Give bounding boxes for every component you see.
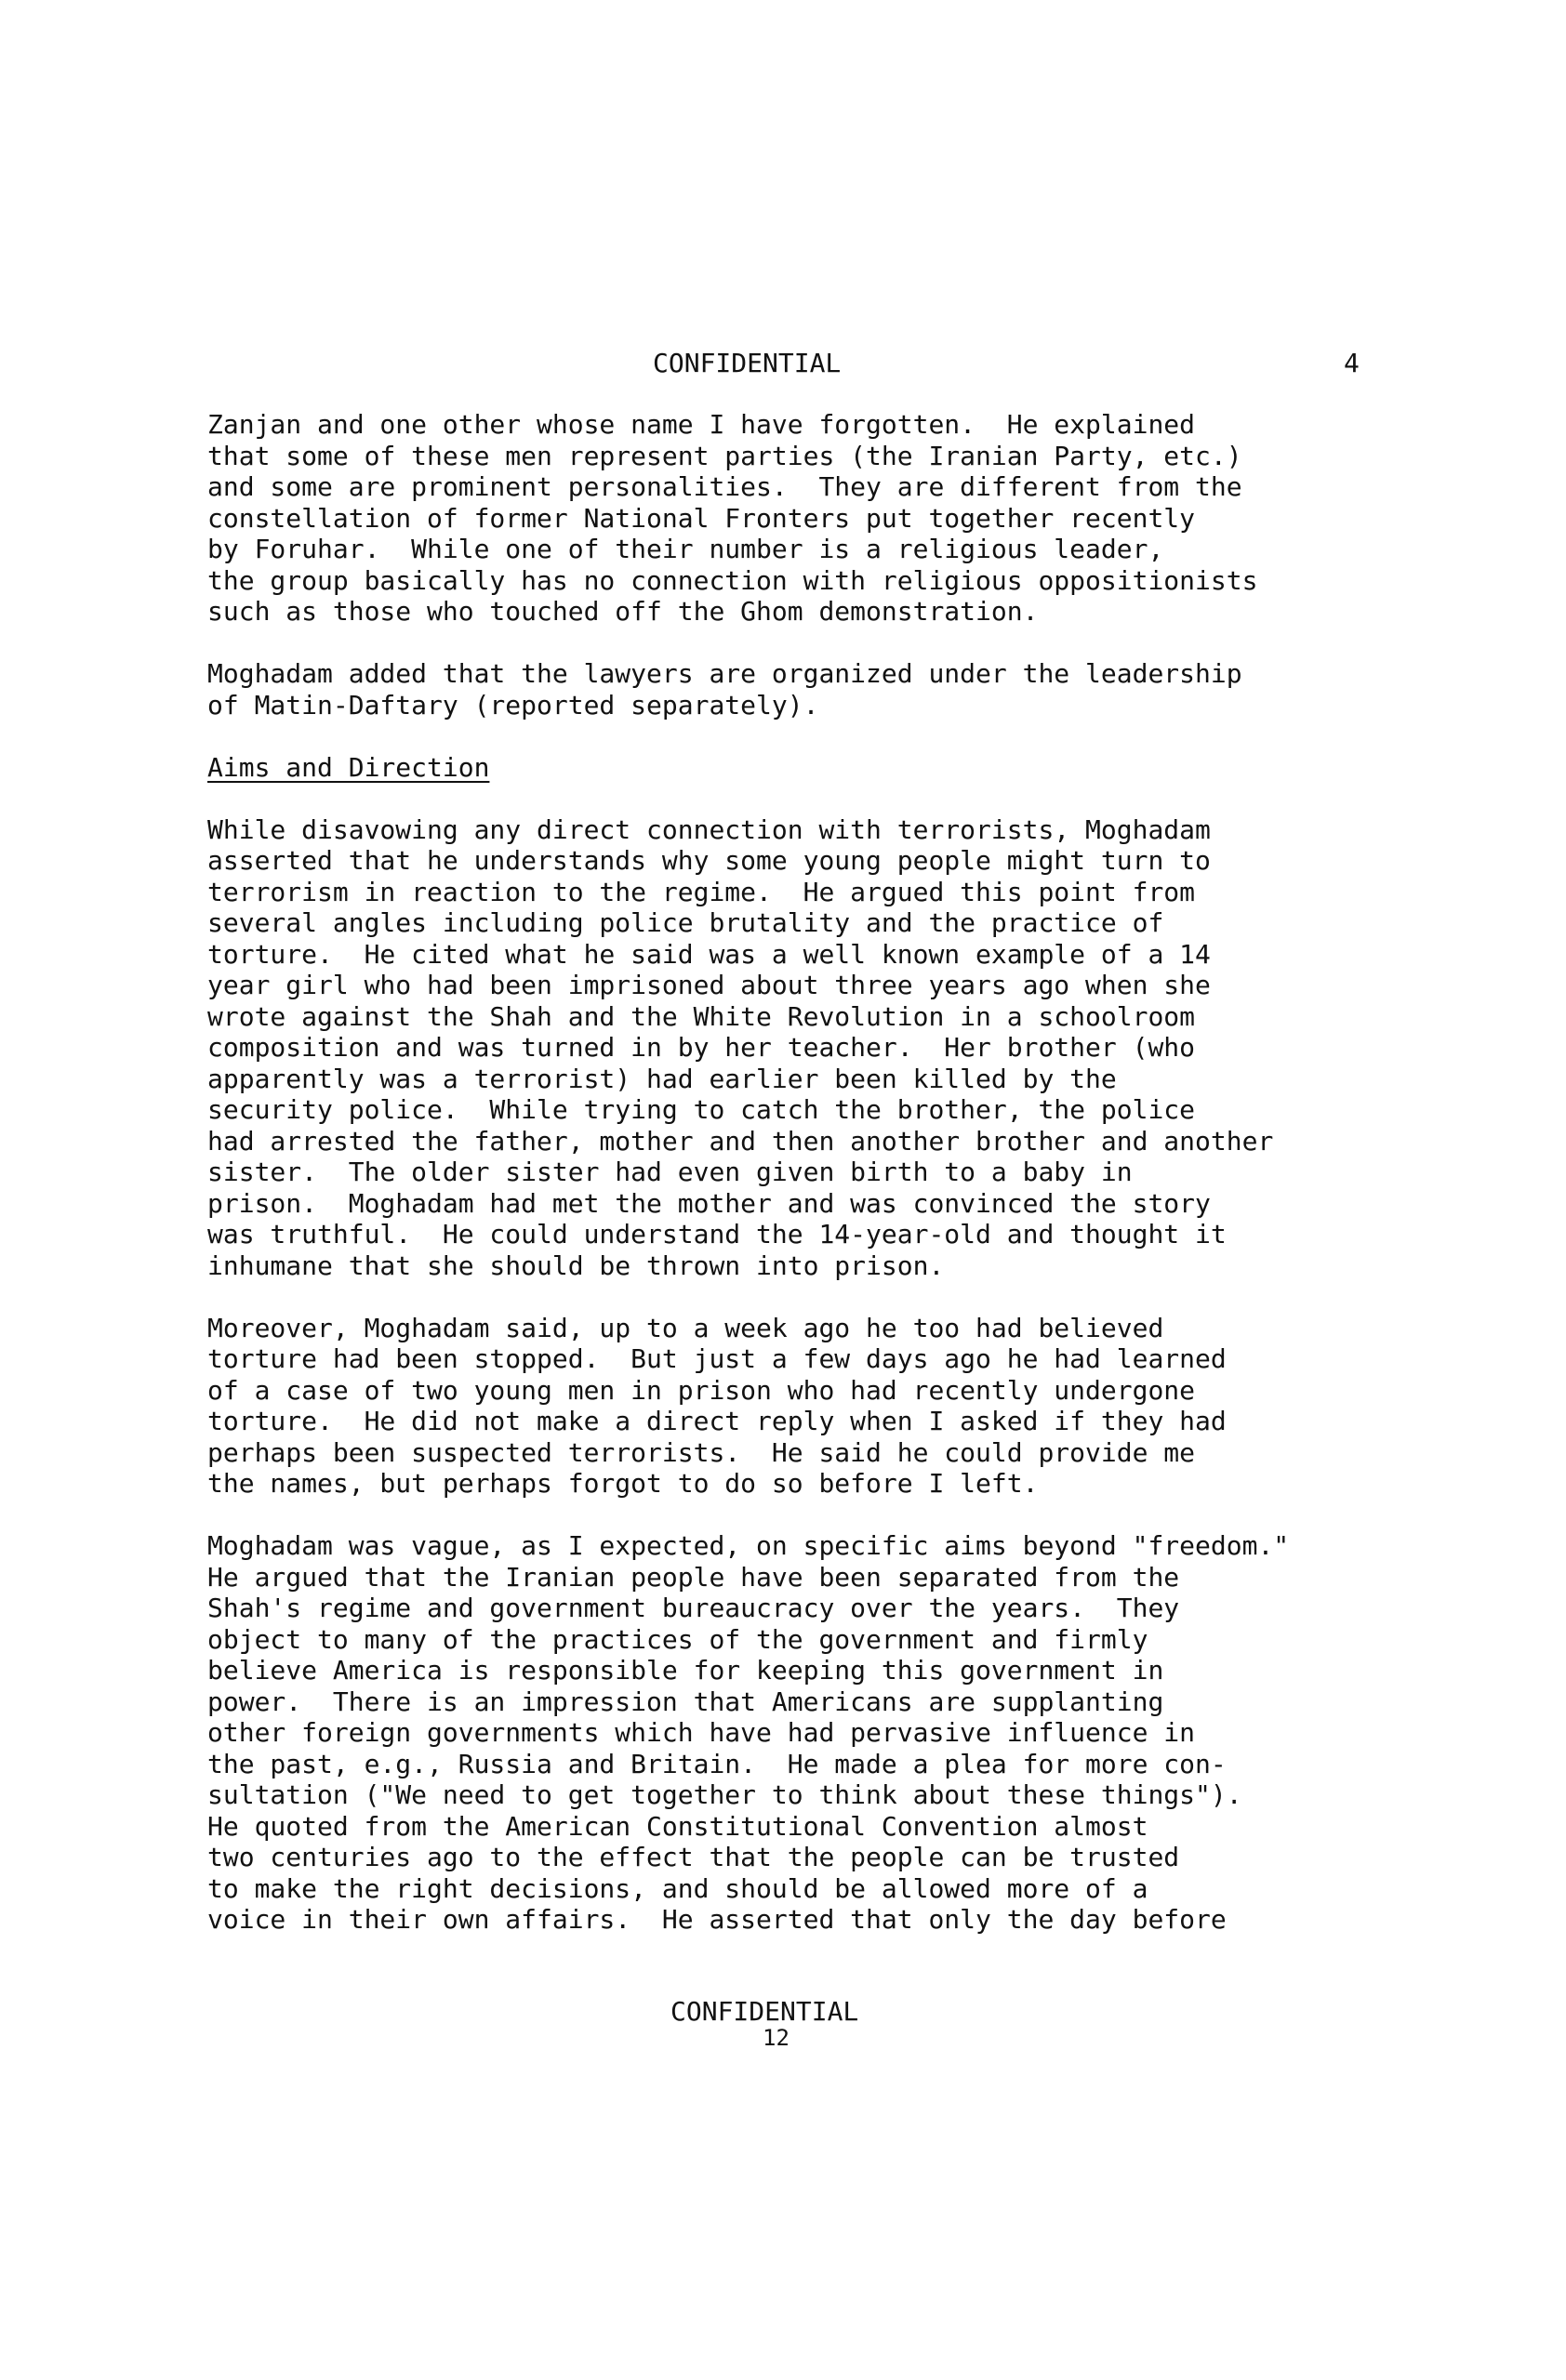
paragraph (207, 1530, 1546, 1936)
text-line: had arrested the father, mother and then another brother and another (207, 1125, 1274, 1157)
text-line: believe America is responsible for keeping this government in (207, 1655, 1164, 1686)
footer-classification: CONFIDENTIAL (670, 1996, 859, 2027)
text-line: Shah's regime and government bureaucracy over the years. They (207, 1593, 1180, 1623)
text-line: two centuries ago to the effect that the people can be trusted (207, 1842, 1180, 1872)
text-line: the group basically has no connection with religious oppositionists (207, 564, 1258, 596)
text-line: torture. He did not make a direct reply when I asked if they had (207, 1406, 1227, 1436)
text-line: security police. While trying to catch the brother, the police (207, 1094, 1196, 1125)
text-line: year girl who had been imprisoned about three years ago when she (207, 970, 1211, 1000)
text-line: sister. The older sister had even given birth to a baby in (207, 1157, 1133, 1187)
text-line: object to many of the practices of the government and firmly (207, 1623, 1148, 1655)
document-body (207, 409, 1546, 1966)
text-line: the names, but perhaps forgot to do so before I left. (207, 1468, 1039, 1499)
text-line: sultation ("We need to get together to think about these things"). (207, 1779, 1242, 1810)
paragraph (207, 1313, 1546, 1500)
text-line: He argued that the Iranian people have been separated from the (207, 1561, 1180, 1593)
text-line: asserted that he understands why some young people might turn to (207, 845, 1211, 876)
header-classification: CONFIDENTIAL (653, 348, 842, 378)
text-line: power. There is an impression that Americans are supplanting (207, 1686, 1164, 1717)
paragraph (207, 814, 1546, 1282)
text-line: inhumane that she should be thrown into prison. (207, 1250, 945, 1281)
text-line: was truthful. He could understand the 14-year-old and thought it (207, 1219, 1227, 1250)
text-line: and some are prominent personalities. They are different from the (207, 471, 1242, 502)
text-line: such as those who touched off the Ghom demonstration. (207, 596, 1039, 627)
text-line: constellation of former National Fronters put together recently (207, 502, 1196, 534)
paragraph (207, 409, 1546, 628)
text-line: apparently was a terrorist) had earlier been killed by the (207, 1063, 1117, 1094)
text-line: composition and was turned in by her teacher. Her brother (who (207, 1032, 1196, 1063)
text-line: While disavowing any direct connection with terrorists, Moghadam (207, 813, 1211, 845)
footer-sheet-number: 12 (763, 2025, 790, 2051)
text-line: He quoted from the American Constitutional Convention almost (207, 1810, 1148, 1842)
text-line: perhaps been suspected terrorists. He said he could provide me (207, 1436, 1196, 1468)
text-line: voice in their own affairs. He asserted that only the day before (207, 1904, 1227, 1935)
text-line: of Matin-Daftary (reported separately). (207, 689, 819, 721)
text-line: other foreign governments which have had pervasive influence in (207, 1717, 1196, 1748)
text-line: that some of these men represent parties (the Iranian Party, etc.) (207, 440, 1242, 471)
section-heading (207, 752, 1546, 784)
text-line: torture had been stopped. But just a few days ago he had learned (207, 1343, 1227, 1374)
text-line: Moreover, Moghadam said, up to a week ago he too had believed (207, 1312, 1164, 1343)
text-line: the past, e.g., Russia and Britain. He made a plea for more con- (207, 1748, 1227, 1779)
text-line: Moghadam added that the lawyers are organized under the leadership (207, 658, 1242, 689)
section-heading-text: Aims and Direction (207, 751, 490, 783)
text-line: several angles including police brutality and the practice of (207, 907, 1164, 938)
text-line: torture. He cited what he said was a well known example of a 14 (207, 938, 1211, 970)
text-line: by Foruhar. While one of their number is a religious leader, (207, 534, 1164, 564)
text-line: terrorism in reaction to the regime. He argued this point from (207, 876, 1196, 907)
text-line: wrote against the Shah and the White Revolution in a schoolroom (207, 1000, 1196, 1032)
text-line: Moghadam was vague, as I expected, on specific aims beyond "freedom." (207, 1530, 1290, 1561)
paragraph (207, 658, 1546, 721)
text-line: to make the right decisions, and should be allowed more of a (207, 1872, 1148, 1904)
text-line: prison. Moghadam had met the mother and was convinced the story (207, 1187, 1211, 1219)
text-line: Zanjan and one other whose name I have forgotten. He explained (207, 409, 1196, 440)
text-line: of a case of two young men in prison who had recently undergone (207, 1374, 1196, 1406)
header-page-number: 4 (1344, 348, 1360, 378)
